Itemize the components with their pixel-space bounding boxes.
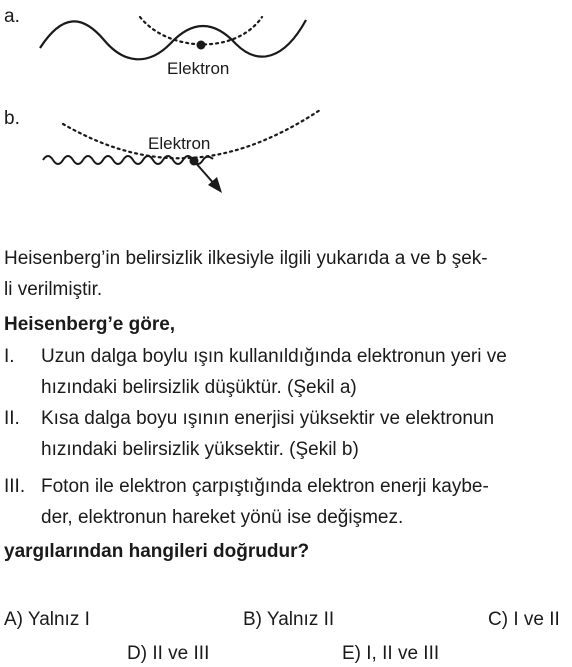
question-text: yargılarından hangileri doğrudur? — [4, 541, 310, 562]
statement-2-line-1: Kısa dalga boyu ışının enerjisi yüksektir ve elektronun — [41, 408, 495, 429]
short-wave — [43, 156, 213, 164]
statement-3-line-2: der, elektronun hareket yönü ise değişmez. — [41, 507, 404, 528]
lead-text: Heisenberg’e göre, — [4, 314, 176, 335]
figure-a-label: a. — [4, 6, 20, 27]
figure-a-caption: Elektron — [167, 59, 230, 78]
figure-b-caption: Elektron — [148, 134, 211, 153]
option-c[interactable]: C) I ve II — [488, 609, 560, 630]
option-e[interactable]: E) I, II ve III — [342, 643, 440, 664]
figure-b-diagram — [0, 0, 572, 210]
statement-3-number: III. — [4, 476, 26, 497]
figure-b-label: b. — [4, 108, 20, 129]
statement-2-number: II. — [4, 408, 20, 429]
statement-1-line-2: hızındaki belirsizlik düşüktür. (Şekil a) — [41, 377, 357, 398]
intro-line-2: li verilmiştir. — [4, 279, 103, 300]
option-b[interactable]: B) Yalnız II — [243, 609, 335, 630]
intro-line-1: Heisenberg’in belirsizlik ilkesiyle ilgili yukarıda a ve b şek- — [4, 248, 488, 269]
statement-1-number: I. — [4, 346, 15, 367]
statement-3-line-1: Foton ile elektron çarpıştığında elektron enerji kaybe- — [41, 476, 489, 497]
option-a[interactable]: A) Yalnız I — [4, 609, 90, 630]
option-d[interactable]: D) II ve III — [127, 643, 210, 664]
statement-2-line-2: hızındaki belirsizlik yüksektir. (Şekil b) — [41, 439, 359, 460]
statement-1-line-1: Uzun dalga boylu ışın kullanıldığında elektronun yeri ve — [41, 346, 507, 367]
